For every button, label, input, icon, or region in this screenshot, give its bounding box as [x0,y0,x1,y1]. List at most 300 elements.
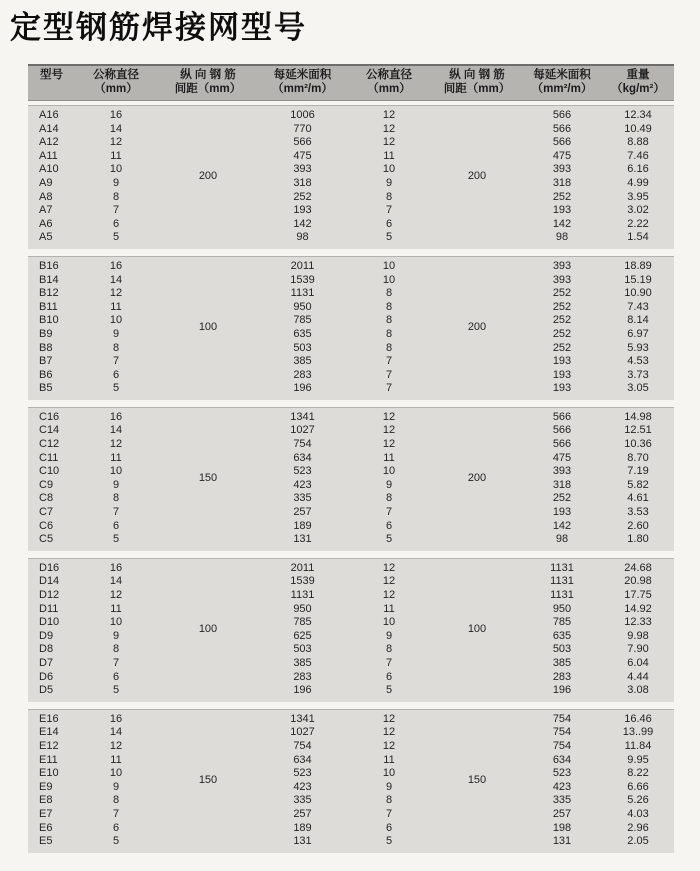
cell-area-2: 196 [552,684,572,697]
cell-area-2: 252 [552,327,572,340]
cell-diameter-1: 10 [109,314,123,327]
cell-weight: 24.68 [624,561,652,574]
cell-weight: 1.54 [627,231,649,244]
cell-diameter-2: 7 [385,656,393,669]
cell-area-2: 393 [552,259,572,272]
cell-area-2: 252 [552,190,572,203]
cell-weight: 5.26 [627,794,649,807]
cell-area-2: 566 [552,438,572,451]
cell-area-2: 393 [552,465,572,478]
header-model: 型号 [40,69,63,81]
cell-weight: 3.08 [627,684,649,697]
cell-area-2: 523 [552,767,572,780]
cell-area-2: 257 [552,807,572,820]
cell-diameter-2: 12 [382,561,396,574]
cell-area-2: 198 [552,821,572,834]
cell-diameter-1: 11 [110,149,122,162]
cell-diameter-2: 6 [385,821,393,834]
cell-area-2: 634 [552,753,572,766]
header-diameter-1: 公称直径 （mm） [93,69,139,95]
cell-diameter-2: 12 [382,726,396,739]
cell-weight: 3.53 [627,506,649,519]
cell-diameter-1: 7 [112,506,120,519]
cell-weight: 13..99 [622,726,654,739]
cell-weight: 12.51 [624,424,652,437]
cell-weight: 4.61 [627,492,649,505]
cell-diameter-2: 12 [382,424,396,437]
cell-weight: 6.04 [627,656,649,669]
cell-diameter-1: 16 [109,259,123,272]
cell-diameter-1: 7 [112,656,120,669]
cell-diameter-2: 12 [382,575,396,588]
cell-model: B14 [39,273,59,286]
cell-diameter-2: 8 [385,327,393,340]
cell-model: A9 [39,176,53,189]
cell-area-1: 503 [293,643,312,656]
cell-diameter-1: 9 [112,176,120,189]
cell-area-2: 566 [552,410,572,423]
cell-diameter-2: 10 [382,767,396,780]
cell-area-2: 475 [552,451,572,464]
cell-diameter-1: 9 [112,629,120,642]
cell-spacing-1: 150 [198,773,218,786]
cell-area-1: 1027 [290,726,315,739]
cell-area-2: 131 [552,835,572,848]
cell-model: B5 [39,382,53,395]
cell-diameter-1: 16 [109,561,123,574]
cell-model: A11 [39,149,58,162]
cell-diameter-1: 8 [112,794,120,807]
cell-area-1: 385 [293,355,312,368]
cell-area-1: 754 [293,438,312,451]
cell-area-1: 189 [293,821,312,834]
cell-model: A16 [39,109,59,121]
cell-diameter-1: 9 [112,780,120,793]
cell-weight: 2.96 [627,821,649,834]
cell-diameter-2: 10 [382,273,396,286]
cell-model: C16 [39,410,60,423]
cell-weight: 6.66 [627,780,649,793]
cell-diameter-2: 5 [385,835,393,848]
cell-diameter-1: 12 [109,739,123,752]
cell-weight: 9.95 [627,753,649,766]
cell-area-2: 193 [552,506,572,519]
cell-model: C9 [39,478,54,491]
cell-area-1: 754 [293,739,312,752]
cell-model: E12 [39,739,59,752]
cell-diameter-1: 11 [110,602,122,615]
cell-diameter-1: 12 [109,438,123,451]
cell-diameter-2: 5 [385,684,393,697]
cell-area-2: 393 [552,163,572,176]
cell-model: A7 [39,204,53,217]
cell-area-1: 385 [293,656,312,669]
cell-weight: 14.92 [624,602,652,615]
cell-diameter-1: 16 [109,712,123,725]
cell-diameter-1: 16 [109,109,123,121]
mesh-group-B [28,256,674,400]
header-area-1: 每延米面积 （mm²/m） [272,69,333,95]
cell-diameter-1: 5 [112,684,120,697]
cell-diameter-2: 8 [385,643,393,656]
cell-diameter-1: 11 [110,451,122,464]
cell-model: D6 [39,670,54,683]
cell-model: D8 [39,643,54,656]
cell-spacing-1: 100 [198,321,218,334]
cell-diameter-1: 6 [112,821,120,834]
cell-area-1: 142 [293,217,312,230]
cell-weight: 6.97 [627,327,649,340]
cell-area-2: 1131 [550,561,574,574]
cell-diameter-1: 14 [109,424,123,437]
cell-model: E11 [39,753,58,766]
header-spacing-2: 纵 向 钢 筋 间距（mm） [443,69,511,95]
cell-diameter-2: 11 [383,149,395,162]
cell-model: E6 [39,821,53,834]
cell-area-2: 635 [552,629,572,642]
cell-diameter-2: 9 [385,780,393,793]
cell-diameter-2: 6 [385,217,393,230]
cell-diameter-1: 6 [112,519,120,532]
cell-weight: 7.43 [627,300,649,313]
cell-diameter-2: 7 [385,506,393,519]
cell-model: D11 [39,602,59,615]
cell-diameter-1: 10 [109,616,123,629]
cell-weight: 7.90 [627,643,649,656]
cell-diameter-1: 5 [112,382,120,395]
cell-spacing-2: 200 [467,472,487,485]
cell-area-2: 193 [552,355,572,368]
cell-diameter-2: 12 [382,109,396,121]
cell-model: B12 [39,287,59,300]
cell-area-2: 142 [552,217,572,230]
cell-diameter-1: 5 [112,231,120,244]
cell-weight: 7.19 [627,465,649,478]
cell-area-1: 770 [293,122,312,135]
cell-area-1: 950 [293,300,312,313]
cell-weight: 10.90 [624,287,652,300]
cell-diameter-2: 10 [382,163,396,176]
cell-area-1: 785 [293,616,312,629]
cell-model: D12 [39,589,60,601]
cell-diameter-2: 5 [385,533,393,546]
cell-model: D14 [39,575,60,588]
cell-diameter-2: 8 [385,190,393,203]
cell-weight: 12.34 [624,109,652,121]
cell-area-1: 2011 [290,561,315,574]
cell-diameter-2: 7 [385,807,393,820]
cell-area-1: 1341 [290,712,315,725]
cell-weight: 9.98 [627,629,649,642]
cell-spacing-2: 100 [467,622,487,635]
cell-diameter-1: 6 [112,670,120,683]
cell-weight: 4.99 [627,176,649,189]
cell-model: B7 [39,355,53,368]
cell-weight: 14.98 [624,410,652,423]
cell-diameter-2: 8 [385,492,393,505]
cell-area-2: 252 [552,300,572,313]
cell-model: E5 [39,835,53,848]
cell-diameter-2: 12 [382,136,396,149]
cell-diameter-1: 7 [112,355,120,368]
cell-area-2: 423 [552,780,572,793]
cell-area-1: 196 [293,382,312,395]
cell-area-2: 754 [552,726,572,739]
cell-spacing-1: 150 [198,472,218,485]
cell-diameter-1: 8 [112,341,120,354]
cell-diameter-1: 14 [109,273,123,286]
cell-area-2: 785 [552,616,572,629]
cell-weight: 8.14 [627,314,649,327]
cell-area-2: 252 [552,492,572,505]
cell-diameter-1: 14 [109,726,123,739]
cell-model: B16 [39,259,59,272]
cell-diameter-2: 7 [385,368,393,381]
cell-model: E7 [39,807,53,820]
cell-area-1: 1341 [290,410,315,423]
cell-model: A10 [39,163,59,176]
cell-diameter-1: 5 [112,533,120,546]
cell-area-2: 318 [552,176,572,189]
cell-diameter-2: 10 [382,259,396,272]
cell-weight: 8.70 [627,451,649,464]
cell-area-1: 1131 [290,589,315,601]
cell-diameter-2: 8 [385,300,393,313]
cell-area-1: 566 [293,136,312,149]
cell-diameter-1: 8 [112,492,120,505]
cell-weight: 8.88 [627,136,649,149]
cell-area-2: 193 [552,204,572,217]
cell-diameter-2: 12 [382,410,396,423]
cell-diameter-1: 16 [109,410,123,423]
cell-area-1: 257 [293,807,312,820]
cell-area-1: 283 [293,670,312,683]
cell-area-2: 566 [552,122,572,135]
cell-model: C8 [39,492,54,505]
cell-diameter-2: 12 [382,122,396,135]
cell-model: C10 [39,465,60,478]
cell-diameter-2: 12 [382,438,396,451]
cell-weight: 3.73 [627,368,649,381]
cell-area-1: 634 [293,451,312,464]
cell-area-1: 423 [293,780,312,793]
mesh-table [28,64,674,853]
cell-diameter-1: 12 [109,136,123,149]
cell-weight: 2.22 [627,217,649,230]
cell-area-1: 252 [293,190,312,203]
cell-model: A6 [39,217,53,230]
cell-area-1: 950 [293,602,312,615]
header-area-2: 每延米面积 （mm²/m） [531,69,593,95]
page-title: 定型钢筋焊接网型号 [10,10,307,45]
cell-diameter-2: 8 [385,314,393,327]
cell-area-2: 1131 [550,589,574,601]
cell-diameter-1: 7 [112,807,120,820]
cell-area-2: 98 [555,533,569,546]
cell-diameter-1: 5 [112,835,120,848]
cell-spacing-1: 200 [198,170,218,183]
cell-weight: 3.95 [627,190,649,203]
cell-spacing-2: 200 [467,170,487,183]
cell-weight: 4.44 [627,670,649,683]
cell-model: B11 [39,300,58,313]
cell-diameter-2: 10 [382,465,396,478]
cell-area-1: 257 [293,506,312,519]
cell-model: E9 [39,780,53,793]
table-groups [28,105,674,853]
cell-diameter-2: 12 [382,589,396,601]
cell-diameter-2: 9 [385,629,393,642]
cell-diameter-1: 10 [109,465,123,478]
cell-area-2: 283 [552,670,572,683]
cell-diameter-1: 9 [112,478,120,491]
cell-weight: 1.80 [627,533,649,546]
cell-weight: 10.36 [624,438,652,451]
cell-diameter-1: 11 [110,753,122,766]
cell-diameter-2: 11 [383,753,395,766]
cell-diameter-1: 12 [109,589,123,601]
cell-area-2: 1131 [550,575,574,588]
cell-weight: 17.75 [624,589,652,601]
cell-model: E10 [39,767,59,780]
cell-area-1: 318 [293,176,312,189]
cell-area-1: 523 [293,465,312,478]
cell-area-1: 193 [293,204,312,217]
cell-model: C12 [39,438,60,451]
cell-weight: 5.93 [627,341,649,354]
cell-spacing-2: 200 [467,321,487,334]
cell-weight: 16.46 [624,712,652,725]
cell-diameter-1: 9 [112,327,120,340]
cell-area-1: 1006 [290,109,315,121]
cell-model: D9 [39,629,54,642]
cell-model: D10 [39,616,60,629]
cell-area-2: 252 [552,341,572,354]
cell-weight: 4.53 [627,355,649,368]
cell-diameter-1: 6 [112,217,120,230]
cell-area-1: 1539 [290,273,315,286]
cell-area-2: 566 [552,424,572,437]
cell-weight: 6.16 [627,163,649,176]
cell-area-2: 193 [552,368,572,381]
cell-area-1: 393 [293,163,312,176]
cell-model: E16 [39,712,59,725]
cell-area-1: 1131 [290,287,315,300]
cell-diameter-2: 9 [385,176,393,189]
cell-area-1: 196 [293,684,312,697]
cell-area-2: 98 [555,231,569,244]
cell-diameter-1: 8 [112,190,120,203]
table-header [28,64,674,101]
cell-area-2: 566 [552,109,572,121]
cell-area-1: 283 [293,368,312,381]
cell-diameter-2: 11 [383,602,395,615]
cell-area-1: 475 [293,149,312,162]
cell-diameter-1: 12 [109,287,123,300]
cell-model: C7 [39,506,54,519]
cell-diameter-2: 5 [385,231,393,244]
cell-weight: 10.49 [624,122,652,135]
cell-diameter-1: 14 [109,122,123,135]
cell-weight: 11.84 [624,739,652,752]
cell-diameter-2: 8 [385,794,393,807]
cell-weight: 15.19 [624,273,652,286]
cell-model: E14 [39,726,59,739]
cell-model: A8 [39,190,53,203]
cell-diameter-2: 10 [382,616,396,629]
cell-diameter-1: 6 [112,368,120,381]
cell-diameter-2: 8 [385,287,393,300]
cell-weight: 8.22 [627,767,649,780]
cell-weight: 2.60 [627,519,649,532]
cell-area-2: 393 [552,273,572,286]
cell-area-2: 252 [552,287,572,300]
cell-area-2: 385 [552,656,572,669]
mesh-group-A [28,105,674,249]
cell-weight: 7.46 [627,149,649,162]
cell-area-1: 523 [293,767,312,780]
cell-area-1: 1539 [290,575,315,588]
cell-diameter-2: 7 [385,382,393,395]
cell-spacing-2: 150 [467,773,487,786]
cell-area-1: 131 [293,533,312,546]
cell-area-1: 635 [293,327,312,340]
cell-spacing-1: 100 [198,622,218,635]
cell-model: B6 [39,368,53,381]
header-weight: 重量 （kg/m²） [611,69,665,95]
cell-area-2: 142 [552,519,572,532]
cell-area-2: 252 [552,314,572,327]
cell-model: A5 [39,231,53,244]
header-diameter-2: 公称直径 （mm） [366,69,412,95]
cell-diameter-2: 8 [385,341,393,354]
cell-area-1: 625 [293,629,312,642]
mesh-group-E [28,709,674,853]
cell-area-2: 318 [552,478,572,491]
cell-area-1: 503 [293,341,312,354]
cell-model: A14 [39,122,59,135]
cell-model: C6 [39,519,54,532]
cell-area-2: 566 [552,136,572,149]
cell-area-1: 785 [293,314,312,327]
cell-diameter-1: 10 [109,163,123,176]
cell-diameter-1: 7 [112,204,120,217]
cell-diameter-1: 8 [112,643,120,656]
cell-diameter-2: 12 [382,712,396,725]
cell-diameter-2: 7 [385,204,393,217]
mesh-group-D [28,558,674,702]
cell-area-1: 131 [293,835,312,848]
cell-area-2: 754 [552,739,572,752]
cell-area-1: 189 [293,519,312,532]
cell-weight: 4.03 [627,807,649,820]
cell-area-1: 1027 [290,424,315,437]
mesh-group-C [28,407,674,551]
cell-area-1: 634 [293,753,312,766]
cell-diameter-1: 10 [109,767,123,780]
cell-diameter-2: 9 [385,478,393,491]
cell-model: C5 [39,533,54,546]
cell-model: D5 [39,684,54,697]
cell-model: D16 [39,561,60,574]
cell-model: D7 [39,656,54,669]
cell-model: E8 [39,794,53,807]
cell-weight: 3.05 [627,382,649,395]
cell-area-1: 423 [293,478,312,491]
cell-model: B8 [39,341,53,354]
cell-diameter-1: 11 [110,300,122,313]
header-spacing-1: 纵 向 钢 筋 间距（mm） [174,69,242,95]
